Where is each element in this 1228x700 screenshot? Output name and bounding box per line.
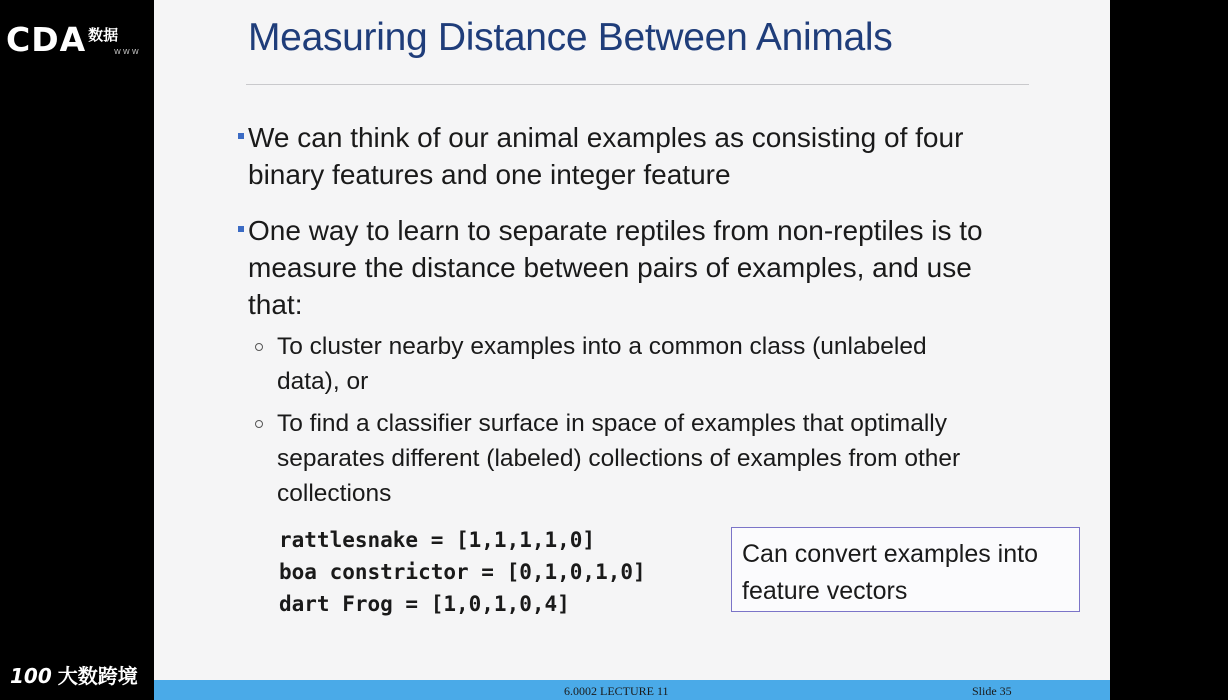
bullet-text: One way to learn to separate reptiles from non-reptiles is to measure the distance between pairs of examples, and use that: [248,215,983,320]
bullet-text: We can think of our animal examples as consisting of four binary features and one integer feature [248,122,964,190]
circle-bullet-icon [255,420,263,428]
square-bullet-icon [238,226,244,232]
title-divider [246,84,1029,85]
bullet-item [238,212,1018,323]
watermark-label: 大数跨境 [57,664,138,688]
circle-bullet-icon [255,343,263,351]
cda-brand-text: CDA [6,20,87,59]
slide-footer-bar [154,680,1110,700]
sub-bullet-text: To find a classifier surface in space of examples that optimally separates different (labeled) collections of examples from other collections [277,410,961,507]
slide-canvas [154,0,1110,700]
cda-url-text: WWW [114,48,141,56]
footer-slide-number: Slide 35 [972,684,1012,698]
code-line: dart Frog = [1,0,1,0,4] [279,592,570,616]
left-letterbox [0,0,154,700]
feature-vector-code [279,524,646,620]
code-line: rattlesnake = [1,1,1,1,0] [279,528,596,552]
right-letterbox [1110,0,1228,700]
watermark-mark-icon: 100 [10,664,52,688]
cda-watermark-logo [6,20,141,59]
callout-box: Can convert examples into feature vectors [731,527,1080,612]
bottom-watermark-logo [10,662,138,690]
footer-lecture-label: 6.0002 LECTURE 11 [564,684,669,698]
sub-bullet-text: To cluster nearby examples into a common class (unlabeled data), or [277,333,927,395]
slide-title: Measuring Distance Between Animals [248,16,893,59]
bullet-item [238,119,1018,193]
code-line: boa constrictor = [0,1,0,1,0] [279,560,646,584]
cda-cn-text: 数据 [88,26,119,44]
square-bullet-icon [238,133,244,139]
sub-bullet-item [255,329,975,399]
sub-bullet-item [255,406,975,511]
